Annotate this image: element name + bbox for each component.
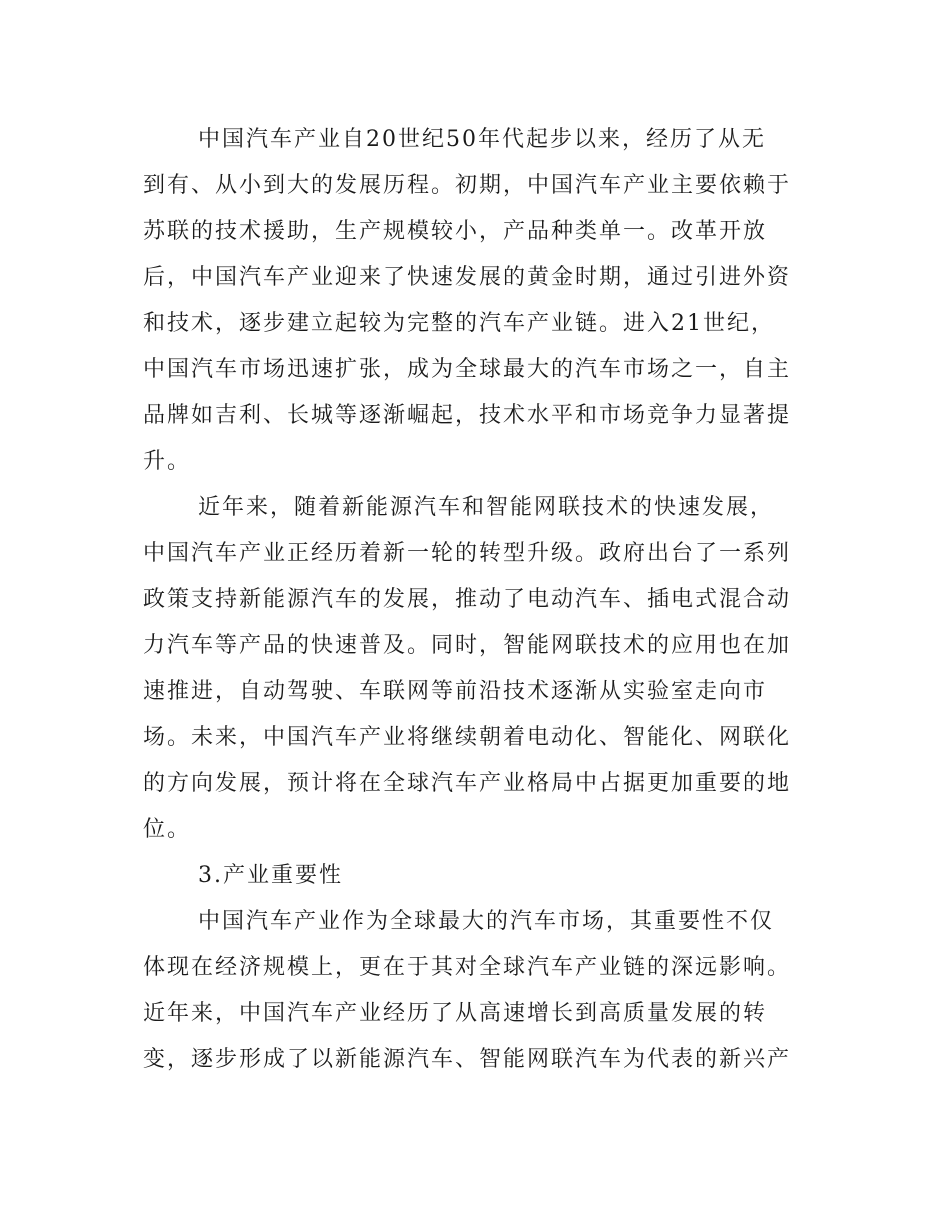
text-line: 场。未来，中国汽车产业将继续朝着电动化、智能化、网联化 (143, 725, 792, 750)
text-line: 变，逐步形成了以新能源汽车、智能网联汽车为代表的新兴产 (143, 1047, 792, 1072)
text-line: 和技术，逐步建立起较为完整的汽车产业链。进入21世纪， (143, 311, 775, 336)
text-line: 中国汽车产业自20世纪50年代起步以来，经历了从无 (198, 127, 766, 152)
text-line: 近年来，中国汽车产业经历了从高速增长到高质量发展的转 (143, 1001, 768, 1026)
text-line: 体现在经济规模上，更在于其对全球汽车产业链的深远影响。 (143, 955, 792, 980)
text-line: 中国汽车产业正经历着新一轮的转型升级。政府出台了一系列 (143, 541, 792, 566)
text-line: 政策支持新能源汽车的发展，推动了电动汽车、插电式混合动 (143, 587, 792, 612)
text-line: 近年来，随着新能源汽车和智能网联技术的快速发展， (198, 495, 775, 520)
text-line: 力汽车等产品的快速普及。同时，智能网联技术的应用也在加 (143, 633, 792, 658)
text-line: 品牌如吉利、长城等逐渐崛起，技术水平和市场竞争力显著提 (143, 403, 792, 428)
text-line: 速推进，自动驾驶、车联网等前沿技术逐渐从实验室走向市 (143, 679, 768, 704)
text-line: 中国汽车产业作为全球最大的汽车市场，其重要性不仅 (198, 909, 775, 934)
text-line: 后，中国汽车产业迎来了快速发展的黄金时期，通过引进外资 (143, 265, 792, 290)
text-line: 升。 (143, 449, 192, 474)
text-line: 中国汽车市场迅速扩张，成为全球最大的汽车市场之一，自主 (143, 357, 792, 382)
section-heading: 3.产业重要性 (198, 863, 343, 888)
text-line: 的方向发展，预计将在全球汽车产业格局中占据更加重要的地 (143, 771, 792, 796)
text-line: 苏联的技术援助，生产规模较小，产品种类单一。改革开放 (143, 219, 768, 244)
text-line: 位。 (143, 817, 192, 842)
text-line: 到有、从小到大的发展历程。初期，中国汽车产业主要依赖于 (143, 173, 792, 198)
